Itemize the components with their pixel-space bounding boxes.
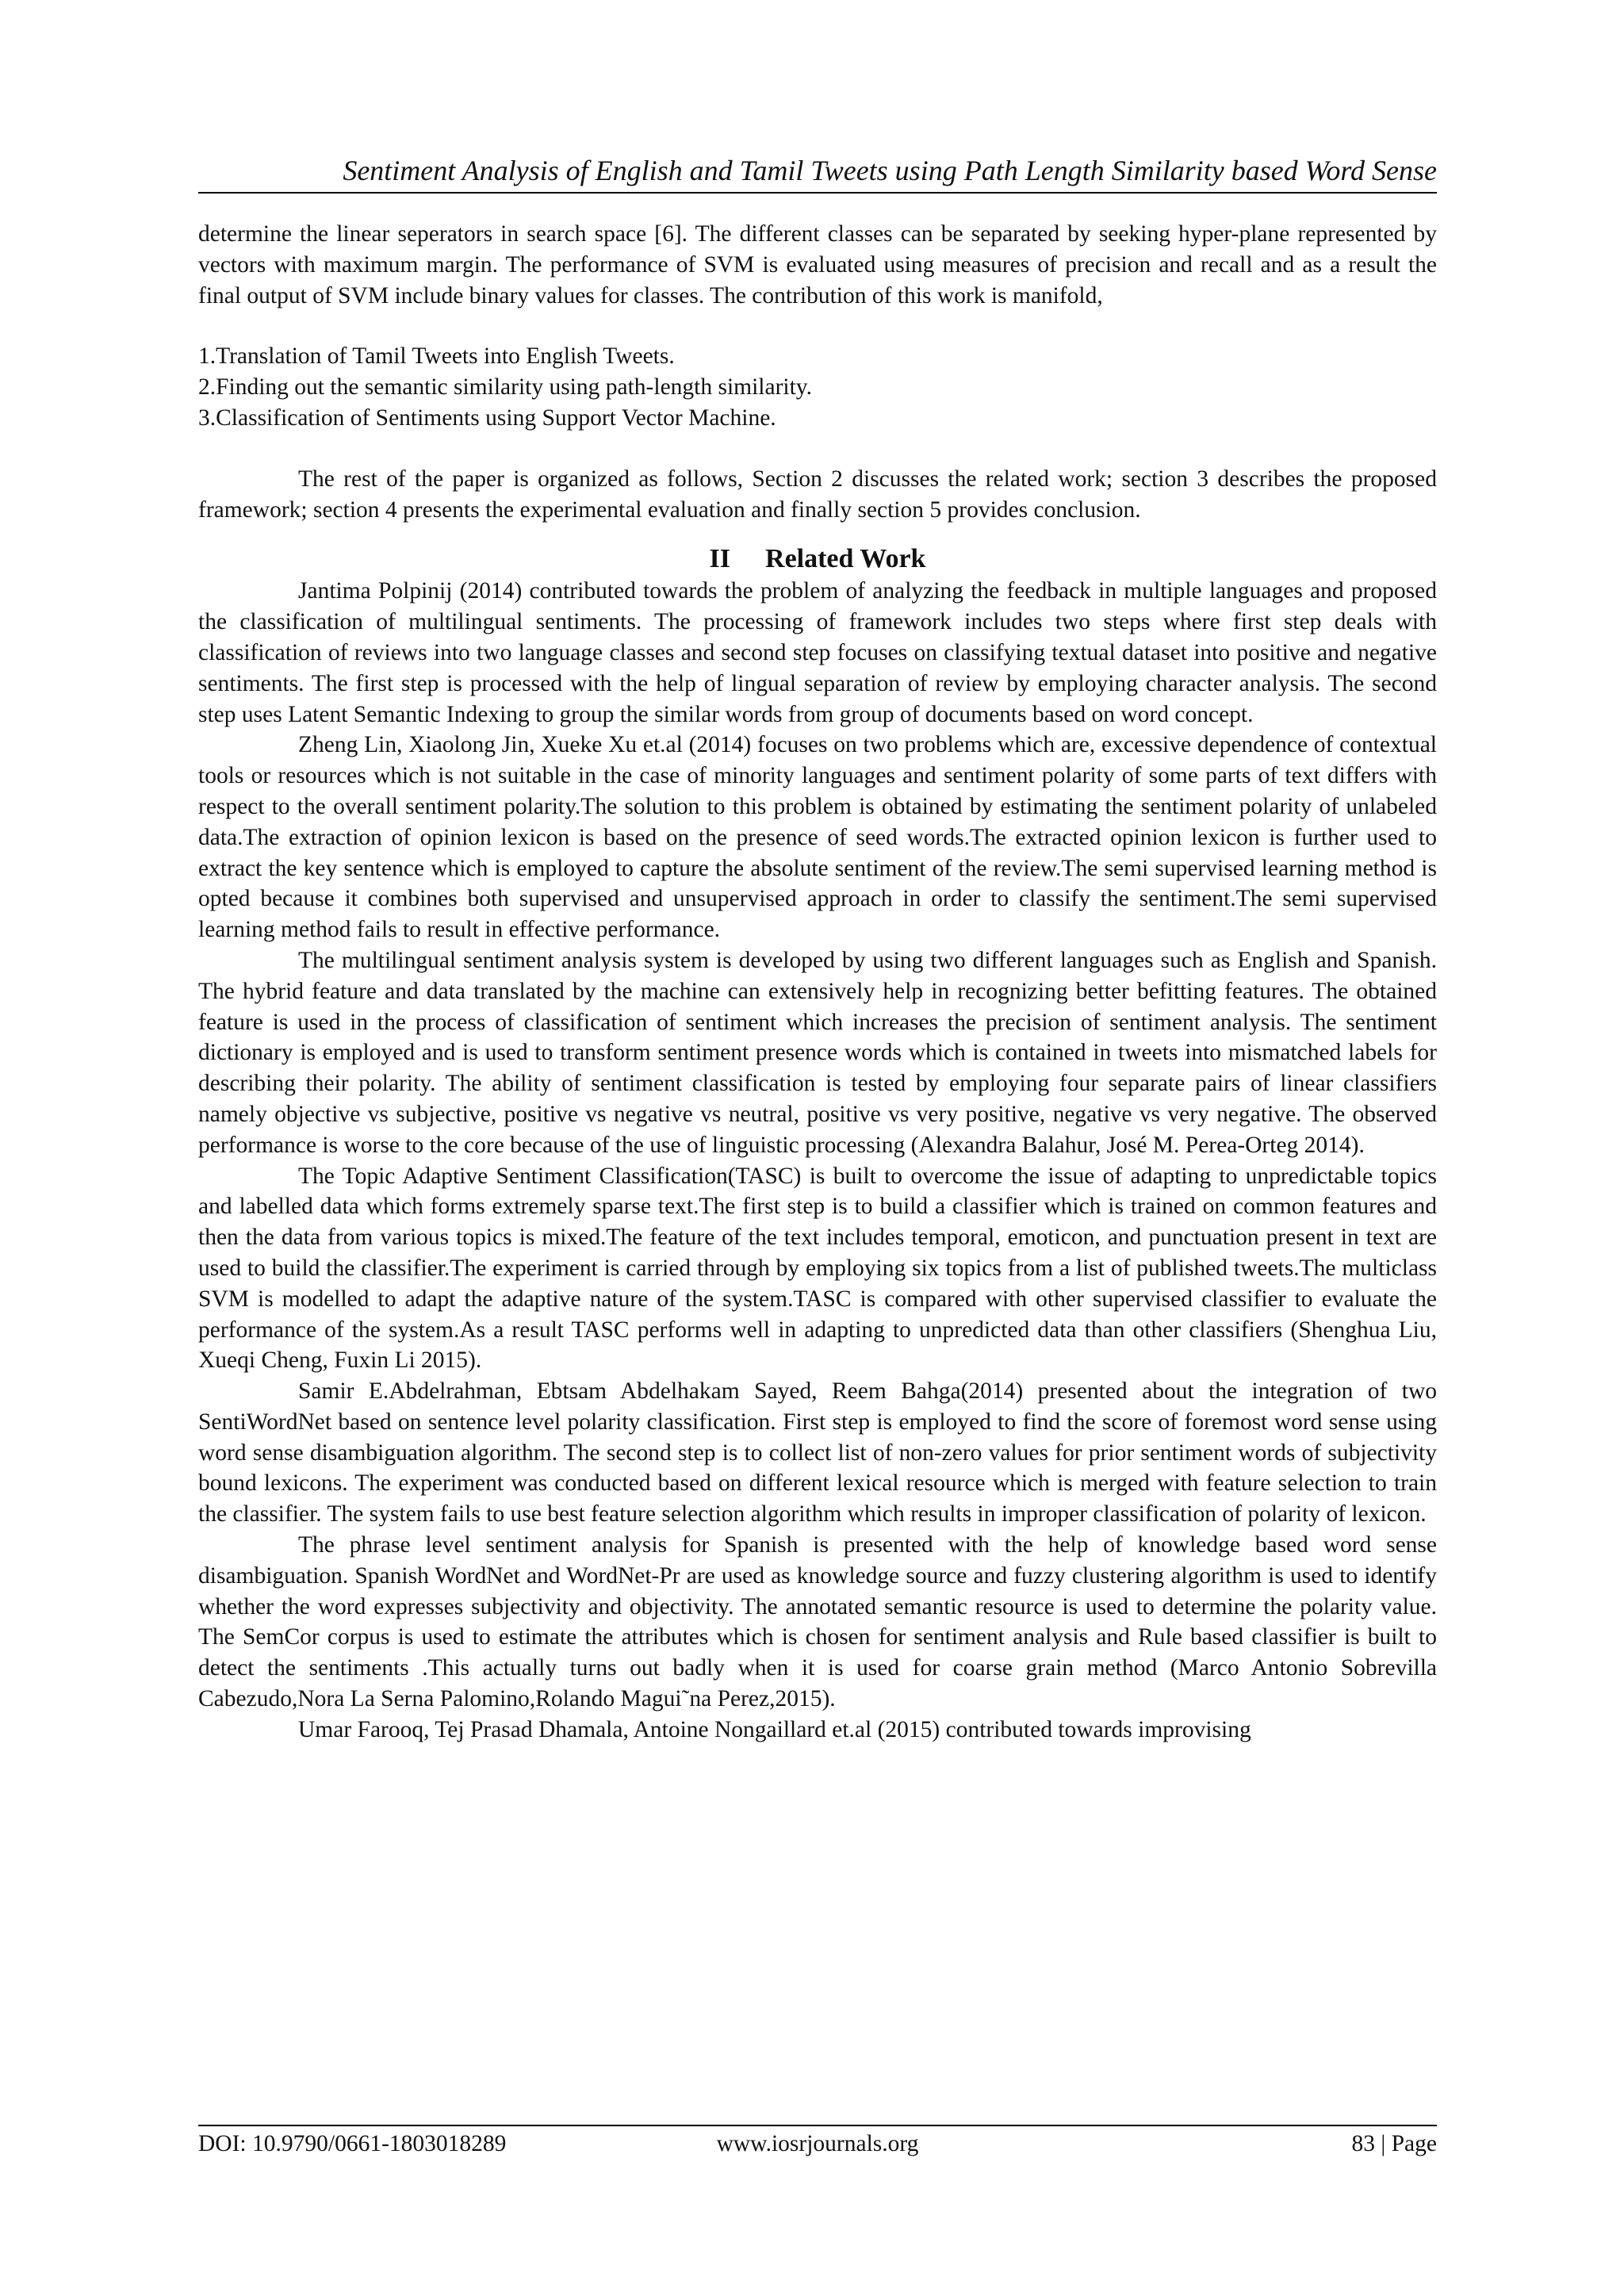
section-title: Related Work bbox=[765, 544, 926, 574]
list-item: 1.Translation of Tamil Tweets into English Tweets. bbox=[198, 343, 675, 370]
body-text bbox=[198, 219, 1437, 1746]
footer-rule bbox=[198, 2125, 1437, 2126]
list-item: 2.Finding out the semantic similarity using path-length similarity. bbox=[198, 374, 813, 401]
journal-website: www.iosrjournals.org bbox=[716, 2131, 919, 2156]
section-heading bbox=[198, 542, 1437, 576]
paragraph: Umar Farooq, Tej Prasad Dhamala, Antoine Nongaillard et.al (2015) contributed towards improvising bbox=[298, 1716, 1251, 1742]
contribution-list bbox=[198, 341, 1437, 433]
list-item: 3.Classification of Sentiments using Support Vector Machine. bbox=[198, 404, 776, 431]
spacer bbox=[198, 311, 1437, 341]
paragraph: Zheng Lin, Xiaolong Jin, Xueke Xu et.al (2014) focuses on two problems which are, excessive dependence of contextual tools or resources which is not suitable in the case of minority languages and sentiment polarity of some parts of text differs with respect to the overall sentiment polarity.The solution to this problem is obtained by estimating the sentiment polarity of unlabeled data.The extraction of opinion lexicon is based on the presence of seed words.The extracted opinion lexicon is further used to extract the key sentence which is employed to capture the absolute sentiment of the review.The semi supervised learning method is opted because it combines both supervised and unsupervised approach in order to classify the sentiment.The semi supervised learning method fails to result in effective performance. bbox=[198, 732, 1437, 943]
intro-paragraph: determine the linear seperators in search space [6]. The different classes can be separated by seeking hyper-plane represented by vectors with maximum margin. The performance of SVM is evaluated using measures of precision and recall and as a result the final output of SVM include binary values for classes. The contribution of this work is manifold, bbox=[198, 221, 1437, 309]
header-rule bbox=[198, 192, 1437, 194]
paper-page bbox=[198, 0, 1437, 2296]
page-number: 83 | Page bbox=[1351, 2131, 1437, 2156]
section-number: II bbox=[709, 544, 731, 574]
running-header: Sentiment Analysis of English and Tamil Tweets using Path Length Similarity based Word Sense bbox=[343, 155, 1437, 186]
paragraph: Jantima Polpinij (2014) contributed towards the problem of analyzing the feedback in multiple languages and proposed the classification of multilingual sentiments. The processing of framework includes two steps where first step deals with classification of reviews into two language classes and second step focuses on classifying textual dataset into positive and negative sentiments. The first step is processed with the help of lingual separation of review by employing character analysis. The second step uses Latent Semantic Indexing to group the similar words from group of documents based on word concept. bbox=[198, 578, 1437, 727]
doi-text: DOI: 10.9790/0661-1803018289 bbox=[198, 2131, 507, 2156]
paragraph: The Topic Adaptive Sentiment Classification(TASC) is built to overcome the issue of adapting to unpredictable topics and labelled data which forms extremely sparse text.The first step is to build a classifier which is trained on common features and then the data from various topics is mixed.The feature of the text includes temporal, emoticon, and punctuation present in text are used to build the classifier.The experiment is carried through by employing six topics from a list of published tweets.The multiclass SVM is modelled to adapt the adaptive nature of the system.TASC is compared with other supervised classifier to evaluate the performance of the system.As a result TASC performs well in adapting to unpredicted data than other classifiers (Shenghua Liu, Xueqi Cheng, Fuxin Li 2015). bbox=[198, 1163, 1437, 1374]
paragraph: The multilingual sentiment analysis system is developed by using two different languages such as English and Spanish. The hybrid feature and data translated by the machine can extensively help in recognizing better befitting features. The obtained feature is used in the process of classification of sentiment which increases the precision of sentiment analysis. The sentiment dictionary is employed and is used to transform sentiment presence words which is contained in tweets into mismatched labels for describing their polarity. The ability of sentiment classification is tested by employing four separate pairs of linear classifiers namely objective vs subjective, positive vs negative vs neutral, positive vs very positive, negative vs very negative. The observed performance is worse to the core because of the use of linguistic processing (Alexandra Balahur, José M. Perea-Orteg 2014). bbox=[198, 947, 1437, 1158]
spacer bbox=[198, 434, 1437, 464]
organization-paragraph: The rest of the paper is organized as follows, Section 2 discusses the related work; section 3 describes the proposed framework; section 4 presents the experimental evaluation and finally section 5 provides conclusion. bbox=[198, 466, 1437, 523]
paragraph: The phrase level sentiment analysis for Spanish is presented with the help of knowledge based word sense disambiguation. Spanish WordNet and WordNet-Pr are used as knowledge source and fuzzy clustering algorithm is used to identify whether the word expresses subjectivity and objectivity. The annotated semantic resource is used to determine the polarity value. The SemCor corpus is used to estimate the attributes which is chosen for sentiment analysis and Rule based classifier is built to detect the sentiments .This actually turns out badly when it is used for coarse grain method (Marco Antonio Sobrevilla Cabezudo,Nora La Serna Palomino,Rolando Magui˜na Perez,2015). bbox=[198, 1532, 1437, 1712]
paragraph: Samir E.Abdelrahman, Ebtsam Abdelhakam Sayed, Reem Bahga(2014) presented about the integration of two SentiWordNet based on sentence level polarity classification. First step is employed to find the score of foremost word sense using word sense disambiguation algorithm. The second step is to collect list of non-zero values for prior sentiment words of subjectivity bound lexicons. The experiment was conducted based on different lexical resource which is merged with feature selection to train the classifier. The system fails to use best feature selection algorithm which results in improper classification of polarity of lexicon. bbox=[198, 1378, 1437, 1527]
